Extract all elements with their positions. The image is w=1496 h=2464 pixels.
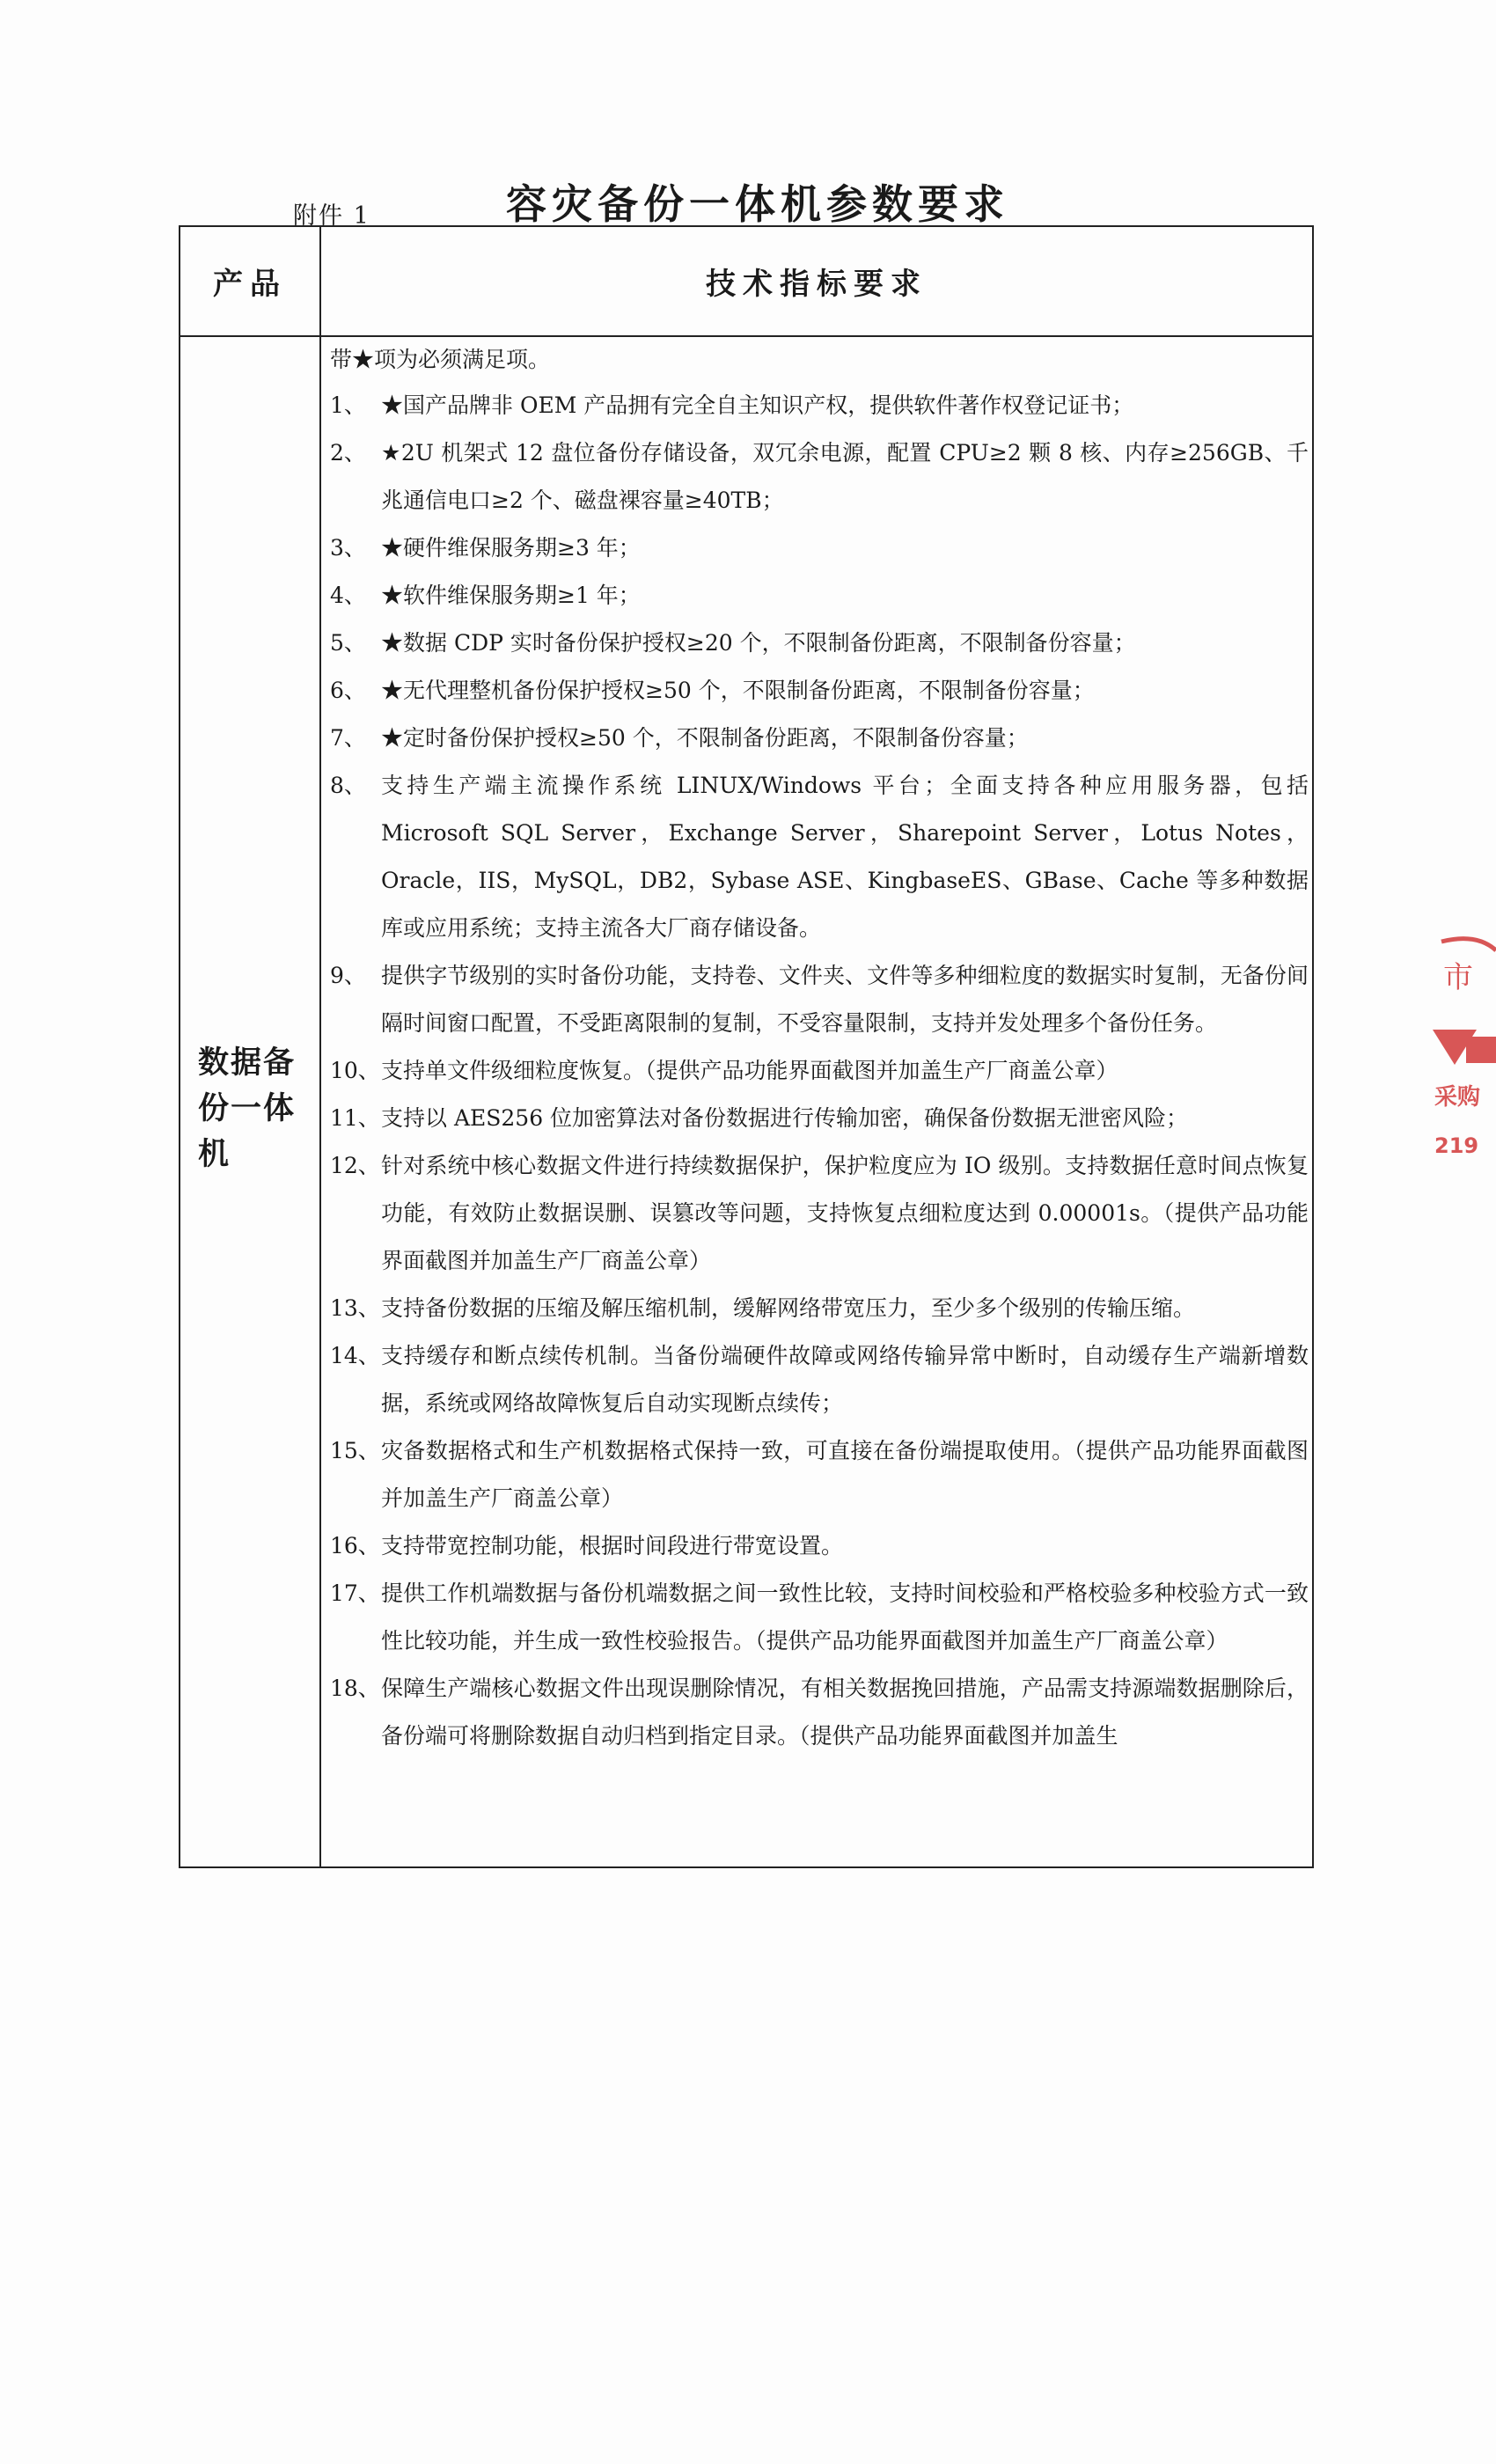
spec-item-number: 9、 <box>330 963 366 988</box>
spec-item-number: 14、 <box>330 1343 380 1368</box>
spec-item-number: 1、 <box>330 392 366 418</box>
spec-item-text: 灾备数据格式和生产机数据格式保持一致，可直接在备份端提取使用。（提供产品功能界面截图并加盖生产厂商盖公章） <box>381 1438 1309 1511</box>
spec-item-text: ★国产品牌非 OEM 产品拥有完全自主知识产权，提供软件著作权登记证书； <box>381 392 1134 418</box>
spec-item-text: ★数据 CDP 实时备份保护授权≥20 个，不限制备份距离，不限制备份容量； <box>381 630 1136 656</box>
stamp-text-number: 219 <box>1434 1133 1479 1158</box>
spec-item-text: 支持缓存和断点续传机制。当备份端硬件故障或网络传输异常中断时，自动缓存生产端新增数据，系统或网络故障恢复后自动实现断点续传； <box>381 1343 1309 1416</box>
header-divider <box>180 335 1312 337</box>
spec-item-number: 12、 <box>330 1153 380 1178</box>
spec-item-text: ★2U 机架式 12 盘位备份存储设备，双冗余电源，配置 CPU≥2 颗 8 核、内存≥256GB、千兆通信电口≥2 个、磁盘裸容量≥40TB； <box>381 440 1309 513</box>
spec-item-number: 5、 <box>330 630 366 656</box>
stamp-text-procurement: 采购 <box>1434 1084 1481 1111</box>
spec-item-number: 7、 <box>330 725 366 751</box>
spec-item <box>330 429 1309 524</box>
column-header-spec: 技术指标要求 <box>706 267 928 302</box>
spec-item <box>330 667 1309 715</box>
spec-item <box>330 1570 1309 1665</box>
spec-item-number: 17、 <box>330 1580 380 1606</box>
spec-item-text: ★无代理整机备份保护授权≥50 个，不限制备份距离，不限制备份容量； <box>381 678 1095 703</box>
spec-item <box>330 715 1309 762</box>
spec-item <box>330 762 1309 952</box>
spec-item <box>330 1285 1309 1332</box>
stamp-text-city: 市 <box>1443 960 1473 995</box>
spec-item <box>330 1522 1309 1570</box>
spec-table <box>179 225 1314 1868</box>
spec-item-text: 支持生产端主流操作系统 LINUX/Windows 平台；全面支持各种应用服务器，包括 Microsoft SQL Server，Exchange Server，Sharepoint Server，Lotus Notes，Oracle，IIS，MySQL，DB2，Sybase ASE、KingbaseES、GBase、Cache 等多种数据库或应用系统；支持主流各大厂商存储设备。 <box>381 773 1309 941</box>
spec-item-text: 支持备份数据的压缩及解压缩机制，缓解网络带宽压力，至少多个级别的传输压缩。 <box>381 1295 1196 1321</box>
spec-item <box>330 382 1309 429</box>
spec-item-number: 3、 <box>330 535 366 561</box>
spec-item-text: 提供字节级别的实时备份功能，支持卷、文件夹、文件等多种细粒度的数据实时复制，无备份间隔时间窗口配置，不受距离限制的复制，不受容量限制，支持并发处理多个备份任务。 <box>381 963 1309 1036</box>
spec-item <box>330 1095 1309 1142</box>
spec-item <box>330 524 1309 572</box>
spec-item <box>330 1047 1309 1095</box>
spec-item-number: 10、 <box>330 1058 380 1083</box>
document-title: 容灾备份一体机参数要求 <box>506 180 1009 228</box>
spec-item-text: 支持单文件级细粒度恢复。（提供产品功能界面截图并加盖生产厂商盖公章） <box>381 1058 1118 1083</box>
spec-item-text: ★软件维保服务期≥1 年； <box>381 583 641 608</box>
spec-item-number: 13、 <box>330 1295 380 1321</box>
spec-item-text: 支持以 AES256 位加密算法对备份数据进行传输加密，确保备份数据无泄密风险； <box>381 1105 1189 1131</box>
spec-item-number: 8、 <box>330 773 366 798</box>
spec-item-text: ★定时备份保护授权≥50 个，不限制备份距离，不限制备份容量； <box>381 725 1029 751</box>
spec-item-number: 2、 <box>330 440 366 466</box>
spec-item-number: 16、 <box>330 1533 380 1558</box>
spec-item <box>330 1427 1309 1522</box>
spec-item-number: 11、 <box>330 1105 380 1131</box>
red-seal-stamp <box>1424 933 1496 1232</box>
product-name-cell: 数据备份一体机 <box>198 1045 297 1172</box>
spec-item-number: 15、 <box>330 1438 380 1463</box>
attachment-label: 附件 1 <box>293 202 370 230</box>
column-divider <box>319 227 321 1866</box>
spec-item-text: 支持带宽控制功能，根据时间段进行带宽设置。 <box>381 1533 844 1558</box>
spec-item-number: 18、 <box>330 1676 380 1701</box>
spec-item <box>330 1332 1309 1427</box>
spec-item <box>330 620 1309 667</box>
spec-item-text: 针对系统中核心数据文件进行持续数据保护，保护粒度应为 IO 级别。支持数据任意时间点恢复功能，有效防止数据误删、误篡改等问题，支持恢复点细粒度达到 0.00001s。（提供产品功能界面截图并加盖生产厂商盖公章） <box>381 1153 1309 1273</box>
spec-item-text: ★硬件维保服务期≥3 年； <box>381 535 641 561</box>
spec-item-number: 6、 <box>330 678 366 703</box>
spec-content-cell <box>330 340 1309 1862</box>
spec-item-number: 4、 <box>330 583 366 608</box>
spec-item <box>330 1142 1309 1285</box>
spec-item-text: 保障生产端核心数据文件出现误删除情况，有相关数据挽回措施，产品需支持源端数据删除后，备份端可将删除数据自动归档到指定目录。（提供产品功能界面截图并加盖生 <box>381 1676 1309 1749</box>
column-header-product: 产品 <box>213 267 287 302</box>
spec-item-text: 提供工作机端数据与备份机端数据之间一致性比较，支持时间校验和严格校验多种校验方式一致性比较功能，并生成一致性校验报告。（提供产品功能界面截图并加盖生产厂商盖公章） <box>381 1580 1309 1654</box>
spec-item <box>330 572 1309 620</box>
spec-item <box>330 1665 1309 1760</box>
intro-note: 带★项为必须满足项。 <box>330 347 551 372</box>
spec-item <box>330 952 1309 1047</box>
spec-list <box>330 382 1309 1760</box>
